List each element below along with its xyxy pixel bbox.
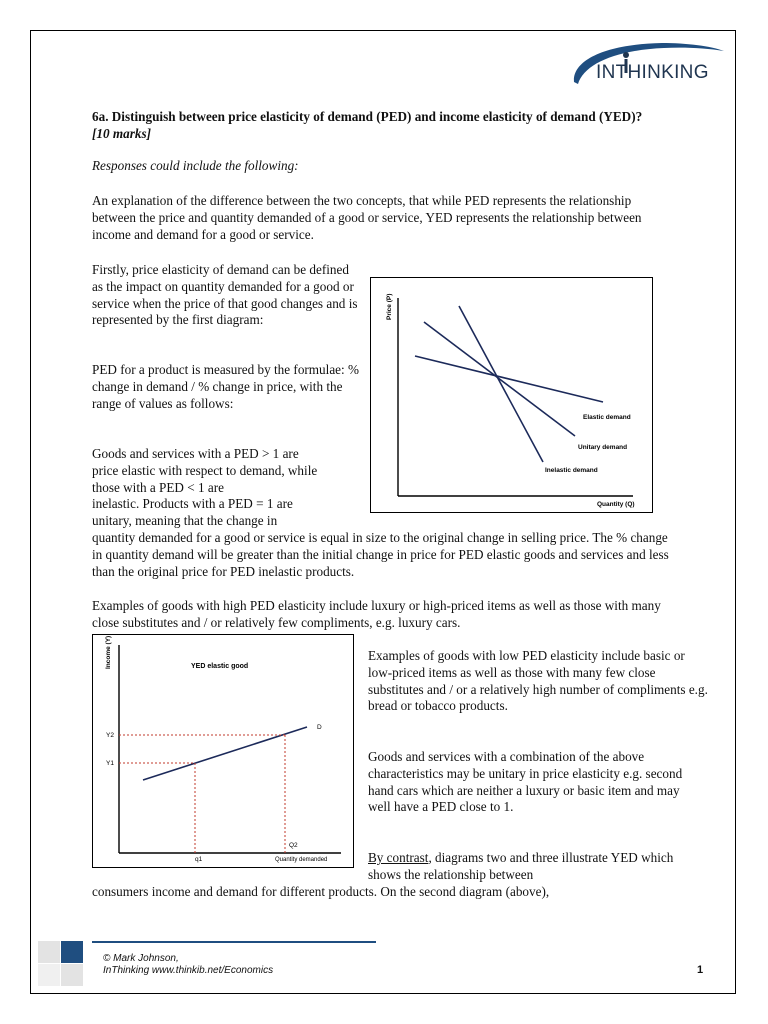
paragraph-6: Examples of goods with low PED elasticity include basic or low-priced items as well as those with many few close substitutes and / or a relatively high number of compliments e.g. bread or tobacco products. [368,648,708,714]
footer-site: InThinking www.thinkib.net/Economics [103,965,274,976]
paragraph-4-line: unitary, meaning that the change in [92,513,278,529]
paragraph-7: Goods and services with a combination of the above characteristics may be unitary in price elasticity e.g. second hand cars which are neither a luxury or basic item and may well have a PED close to 1. [368,749,683,815]
unitary-demand-label: Unitary demand [578,444,628,451]
elastic-demand-line [415,356,603,402]
footer-square-blue [61,941,83,963]
ped-chart [371,278,652,512]
unitary-demand-line [424,322,575,436]
ped-diagram [370,277,653,513]
yed-y-label: Income (Y) [105,635,112,669]
paragraph-8-last-line: consumers income and demand for different products. On the second diagram (above), [92,884,550,899]
q1-tick-label: q1 [195,856,203,863]
ped-x-label: Quantity (Q) [597,501,635,508]
paragraph-4-continued: quantity demanded for a good or service is equal in size to the original change in selling price. The % change in quantity demand will be greater than the initial change in price for PED elastic goods and services and less than the original price for PED inelastic products. [92,530,669,579]
yed-x-label: Quantity demanded [275,857,328,863]
question-text: 6a. Distinguish between price elasticity of demand (PED) and income elasticity of demand (YED)? [92,109,643,124]
by-contrast-underlined: By contrast [368,850,429,865]
footer-author: © Mark Johnson, [103,953,179,964]
footer-square-light [61,964,83,986]
demand-curve-label: D [317,724,322,731]
paragraph-8-rest: , diagrams two and three illustrate YED which shows the relationship between [368,850,674,882]
paragraph-5: Examples of goods with high PED elasticity include luxury or high-priced items as well as those with many close substitutes and / or relatively few compliments, e.g. luxury cars. [92,598,661,630]
yed-chart [93,635,353,867]
footer-rule [92,941,376,943]
paragraph-4-line: price elastic with respect to demand, while [92,462,318,478]
paragraph-4-wrapped [92,446,367,530]
question-marks: [10 marks] [92,125,151,141]
inelastic-demand-label: Inelastic demand [545,467,598,474]
page-number: 1 [697,964,704,976]
paragraph-4-line: those with a PED < 1 are [92,479,224,495]
footer-square-light [38,964,60,986]
paragraph-1: An explanation of the difference between the two concepts, that while PED represents the relationship between the price and quantity demanded of a good or service, YED represents the relationship between income and demand for a good or service. [92,193,642,242]
footer-square-light [38,941,60,963]
paragraph-8 [368,850,698,884]
paragraph-4-line: inelastic. Products with a PED = 1 are [92,496,293,512]
question-title [92,109,652,143]
yed-diagram [92,634,354,868]
y1-tick-label: Y1 [106,760,114,767]
footer-credits [103,953,273,977]
paragraph-4-line: Goods and services with a PED > 1 are [92,446,299,461]
y2-tick-label: Y2 [106,732,114,739]
ped-y-label: Price (P) [386,293,393,320]
q2-tick-label: Q2 [289,842,298,849]
intro-text: Responses could include the following: [92,158,299,173]
paragraph-3: PED for a product is measured by the formulae: % change in demand / % change in price, with the range of values as follows: [92,362,359,411]
logo-text: INTHINKING [596,62,709,83]
paragraph-2: Firstly, price elasticity of demand can be defined as the impact on quantity demanded for a good or service when the price of that good changes and is represented by the first diagram: [92,262,358,328]
yed-chart-title: YED elastic good [191,663,249,670]
elastic-demand-label: Elastic demand [583,414,631,421]
